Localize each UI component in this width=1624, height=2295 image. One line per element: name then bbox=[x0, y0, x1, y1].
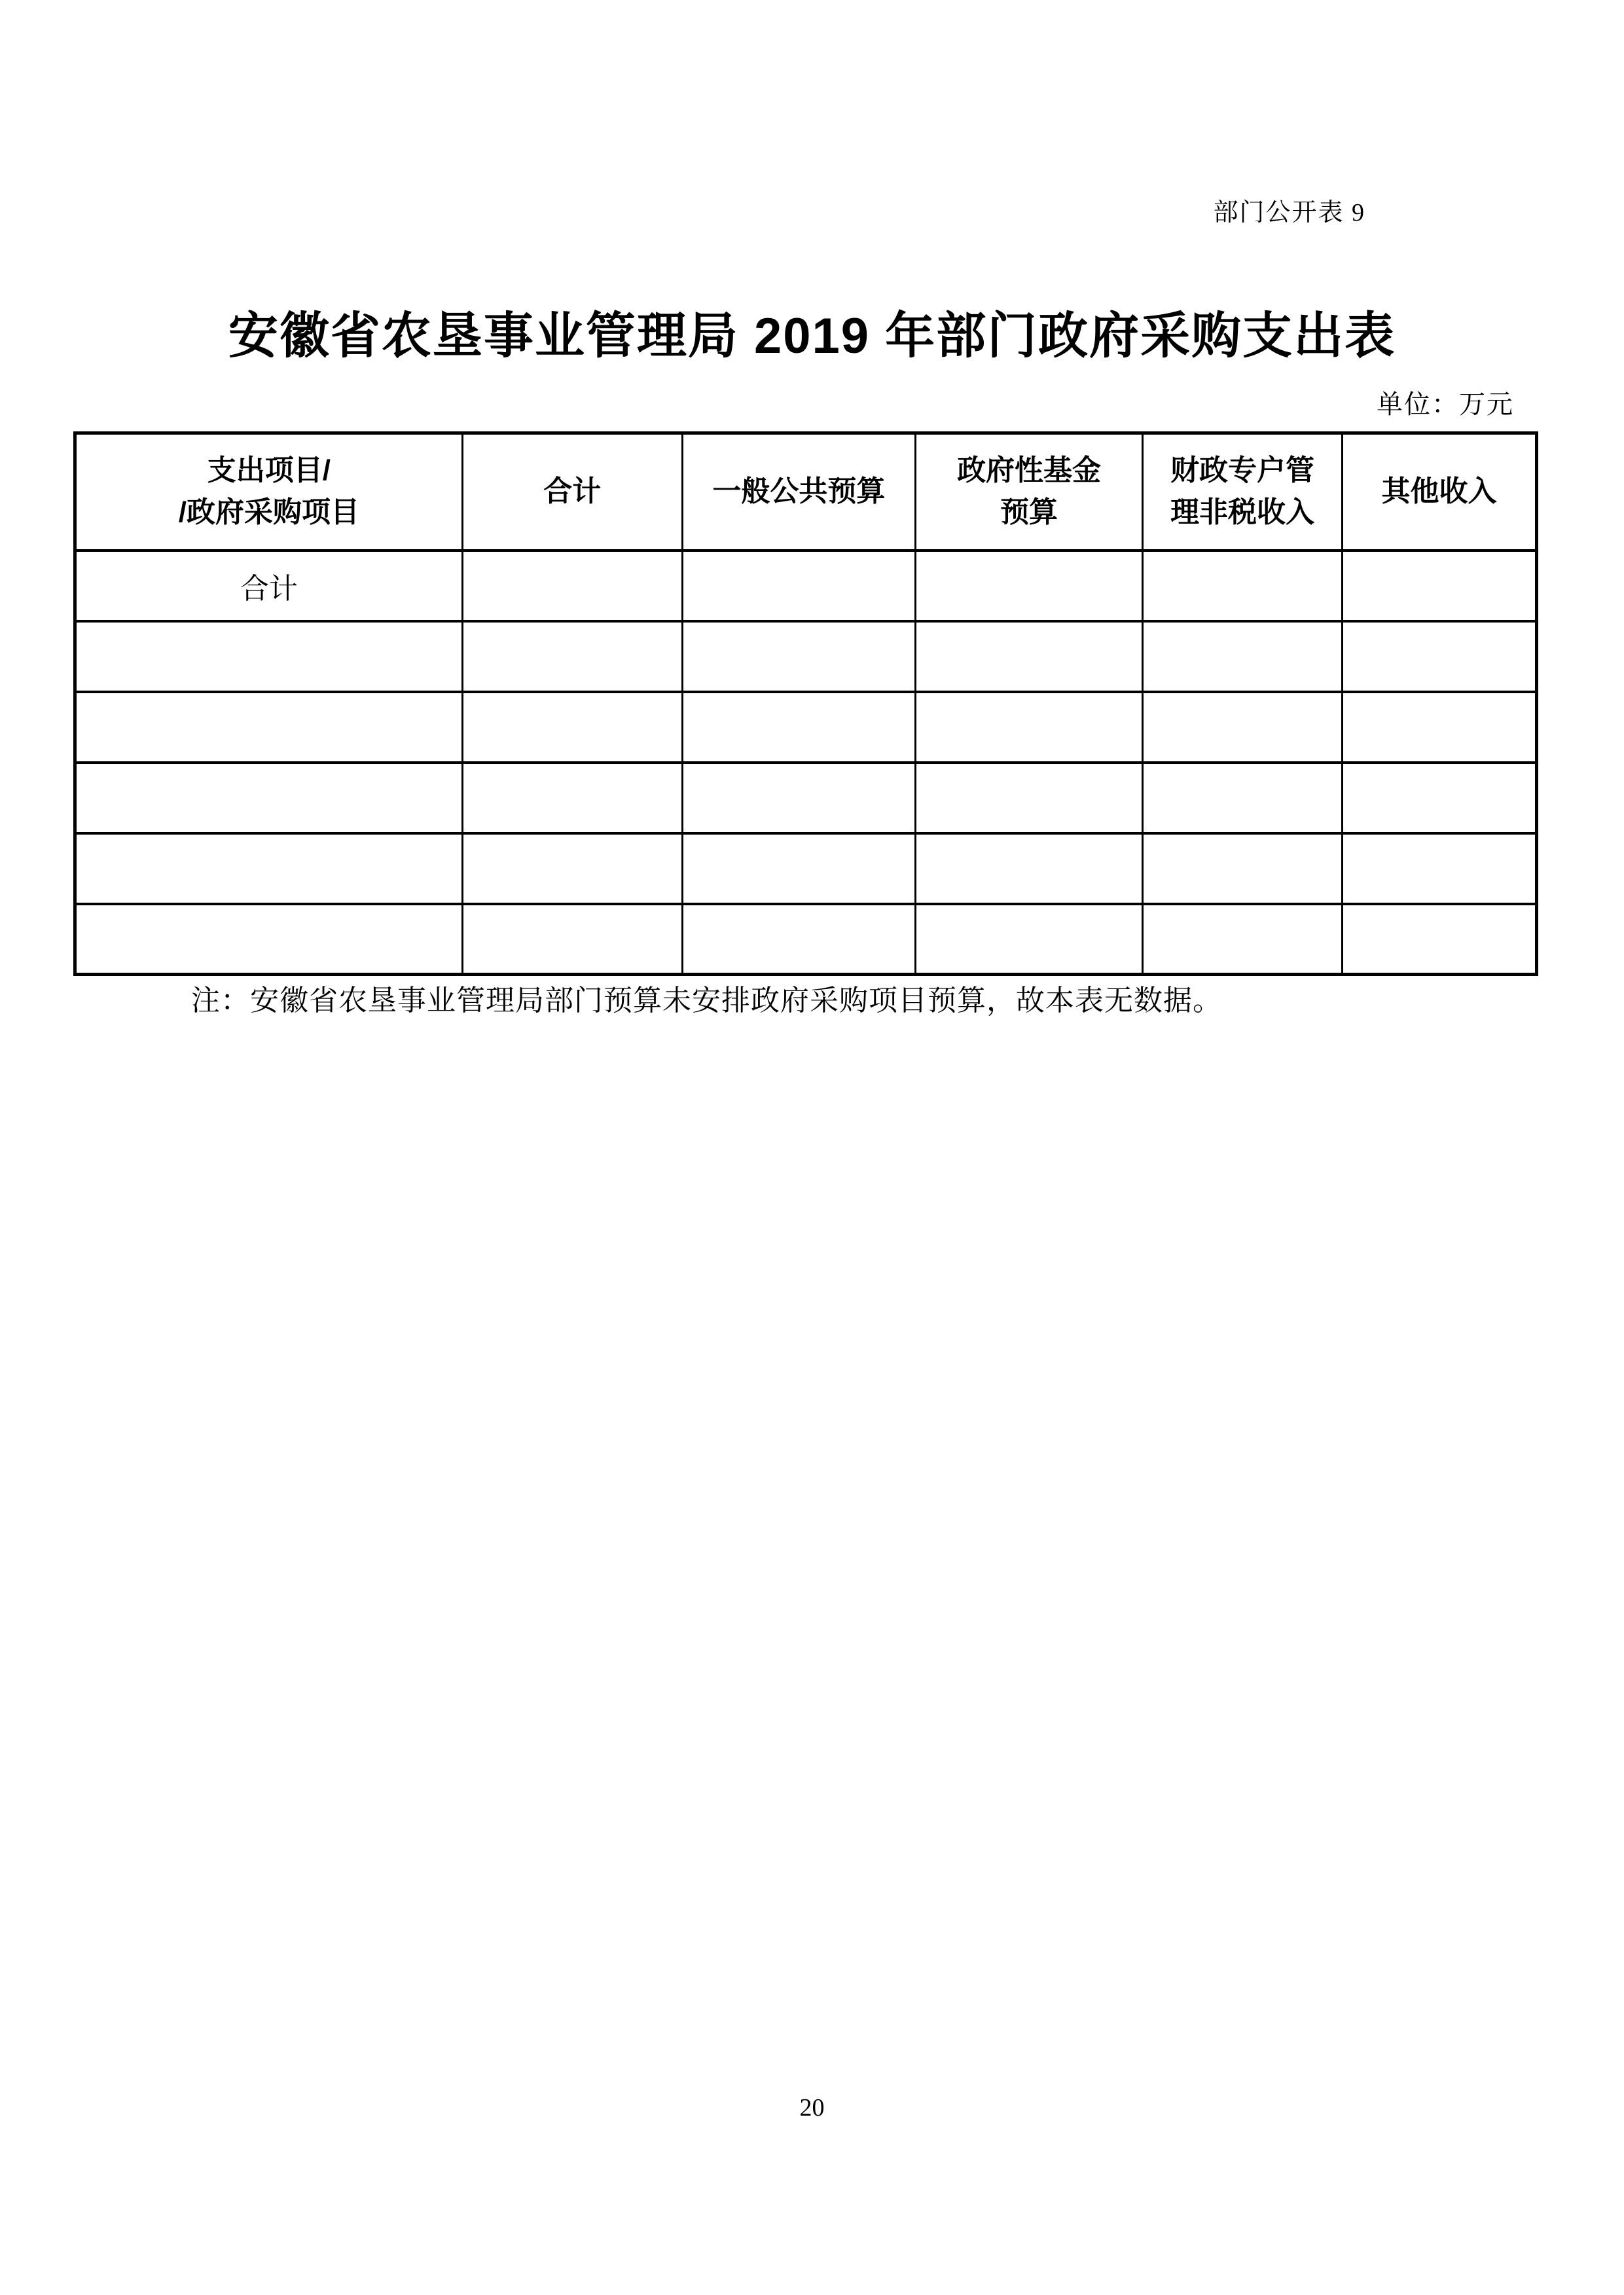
table-cell bbox=[915, 692, 1142, 763]
table-cell bbox=[1342, 621, 1536, 692]
col-header-line: 财政专户管 bbox=[1170, 454, 1315, 487]
table-cell bbox=[1143, 904, 1343, 975]
table-cell bbox=[75, 904, 463, 975]
table-cell bbox=[462, 904, 682, 975]
table-cell bbox=[915, 833, 1142, 904]
col-header-expense-item bbox=[75, 433, 463, 551]
table-row bbox=[75, 763, 1537, 833]
table-cell bbox=[682, 904, 915, 975]
table-cell bbox=[1143, 692, 1343, 763]
table-header-row bbox=[75, 433, 1537, 551]
procurement-table-container bbox=[73, 431, 1538, 976]
col-header-other-income bbox=[1342, 433, 1536, 551]
table-cell bbox=[915, 551, 1142, 621]
col-header-total bbox=[462, 433, 682, 551]
col-header-government-fund-budget bbox=[915, 433, 1142, 551]
procurement-table bbox=[73, 431, 1538, 976]
table-row bbox=[75, 904, 1537, 975]
table-cell bbox=[1143, 763, 1343, 833]
table-cell bbox=[75, 692, 463, 763]
table-cell bbox=[462, 621, 682, 692]
table-note: 注：安徽省农垦事业管理局部门预算未安排政府采购项目预算，故本表无数据。 bbox=[191, 985, 1222, 1017]
table-cell bbox=[1342, 692, 1536, 763]
col-header-general-public-budget bbox=[682, 433, 915, 551]
table-cell bbox=[1342, 551, 1536, 621]
table-cell bbox=[75, 763, 463, 833]
table-cell bbox=[462, 763, 682, 833]
col-header-line: /政府采购项目 bbox=[178, 496, 359, 529]
table-cell bbox=[1143, 551, 1343, 621]
col-header-line: 理非税收入 bbox=[1170, 496, 1315, 529]
table-cell bbox=[1342, 763, 1536, 833]
corner-table-label: 部门公开表 9 bbox=[1213, 199, 1365, 226]
table-cell bbox=[1143, 833, 1343, 904]
col-header-line: 合计 bbox=[543, 475, 602, 508]
col-header-line: 预算 bbox=[1000, 496, 1058, 529]
table-cell bbox=[915, 621, 1142, 692]
table-cell bbox=[1143, 621, 1343, 692]
table-cell bbox=[682, 763, 915, 833]
page-title: 安徽省农垦事业管理局 2019 年部门政府采购支出表 bbox=[228, 308, 1396, 364]
table-row bbox=[75, 833, 1537, 904]
col-header-line: 其他收入 bbox=[1381, 475, 1497, 508]
table-cell bbox=[915, 904, 1142, 975]
table-cell bbox=[915, 763, 1142, 833]
table-cell bbox=[1342, 833, 1536, 904]
table-cell bbox=[682, 551, 915, 621]
table-cell bbox=[1342, 904, 1536, 975]
col-header-line: 支出项目/ bbox=[207, 454, 331, 487]
table-cell bbox=[462, 692, 682, 763]
table-row bbox=[75, 621, 1537, 692]
table-cell bbox=[462, 833, 682, 904]
table-cell bbox=[75, 621, 463, 692]
unit-label: 单位：万元 bbox=[1377, 389, 1514, 419]
page-number: 20 bbox=[799, 2094, 825, 2122]
col-header-line: 政府性基金 bbox=[957, 454, 1102, 487]
col-header-fiscal-special-account bbox=[1143, 433, 1343, 551]
table-cell bbox=[682, 621, 915, 692]
table-cell bbox=[682, 833, 915, 904]
table-cell bbox=[682, 692, 915, 763]
col-header-line: 一般公共预算 bbox=[712, 475, 886, 508]
table-cell bbox=[75, 833, 463, 904]
table-cell bbox=[462, 551, 682, 621]
table-row bbox=[75, 692, 1537, 763]
table-row bbox=[75, 551, 1537, 621]
row-label-total: 合计 bbox=[75, 551, 463, 621]
